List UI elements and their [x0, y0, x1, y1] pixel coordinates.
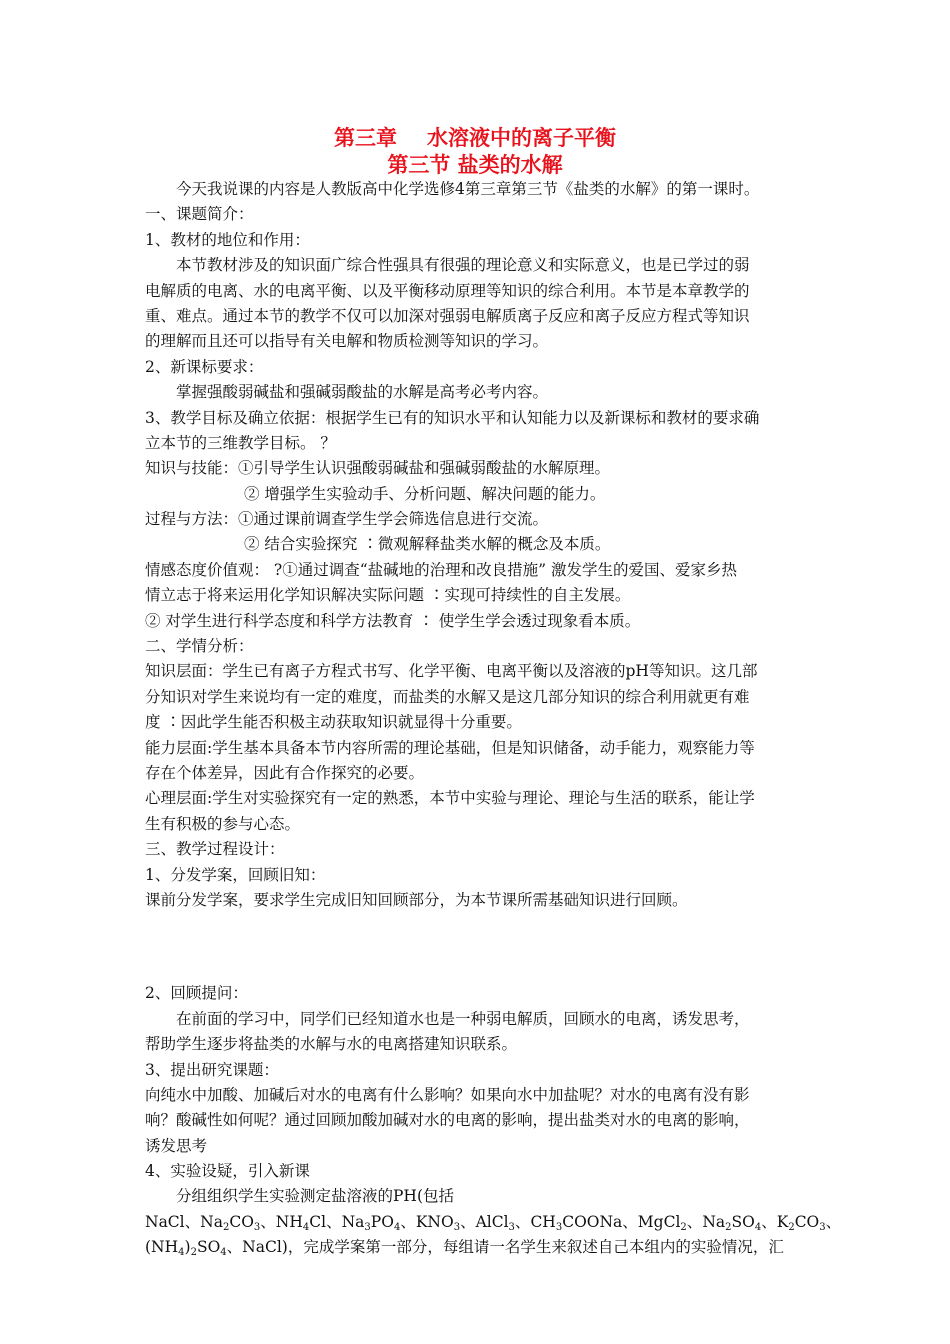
subheading-line: 2、回顾提问： [145, 984, 248, 1003]
paragraph-line: 能力层面:学生基本具备本节内容所需的理论基础，但是知识储备，动手能力，观察能力等 [145, 738, 755, 757]
subheading-line: 4、实验设疑，引入新课 [145, 1162, 310, 1181]
paragraph-line: ② 增强学生实验动手、分析问题、解决问题的能力。 [244, 484, 606, 503]
formula-nh4-2so4: $(NH_4)_2SO_4$ [145, 1238, 227, 1259]
paragraph-line: 知识与技能：①引导学生认识强酸弱碱盐和强碱弱酸盐的水解原理。 [145, 459, 611, 478]
paragraph-line: 分组组织学生实验测定盐溶液的PH(包括 [176, 1187, 454, 1206]
subheading-line: 1、分发学案，回顾旧知： [145, 865, 326, 884]
formula-alcl3: AlCl$_3$ [475, 1212, 515, 1233]
subheading-line: 3、提出研究课题： [145, 1060, 279, 1079]
paragraph-line: 课前分发学案，要求学生完成旧知回顾部分，为本节课所需基础知识进行回顾。 [145, 890, 688, 909]
paragraph-line: 存在个体差异，因此有合作探究的必要。 [145, 763, 425, 782]
paragraph-line: 今天我说课的内容是人教版高中化学选修4第三章第三节《盐类的水解》的第一课时。 [176, 180, 760, 198]
paragraph-line: ② 结合实验探究 ∶微观解释盐类水解的概念及本质。 [244, 535, 611, 554]
separator: 、 [184, 1212, 201, 1231]
separator: 、 [761, 1212, 777, 1231]
separator: 、 [686, 1212, 703, 1231]
formula-kno3: $KNO_3$ [415, 1212, 461, 1233]
separator: 、 [460, 1212, 476, 1231]
section-heading-line: 三、教学过程设计： [145, 840, 285, 859]
paragraph-line: 电解质的电离、水的电离平衡、以及平衡移动原理等知识的综合利用。本节是本章教学的 [145, 281, 750, 300]
chapter-heading [0, 122, 950, 152]
paragraph-line: 度 ∶因此学生能否积极主动获取知识就显得十分重要。 [145, 713, 522, 732]
paragraph-line: 在前面的学习中，同学们已经知道水也是一种弱电解质，回顾水的电离，诱发思考， [176, 1009, 750, 1028]
paragraph-line: 向纯水中加酸、加碱后对水的电离有什么影响？如果向水中加盐呢？对水的电离有没有影 [145, 1085, 750, 1104]
paragraph-line: 掌握强酸弱碱盐和强碱弱酸盐的水解是高考必考内容。 [176, 383, 549, 402]
paragraph-line: ② 对学生进行科学态度和科学方法教育 ∶ 使学生学会透过现象看本质。 [145, 611, 641, 630]
formula-line [145, 1210, 842, 1235]
formula-na2so4: $Na_2SO_4$ [702, 1212, 762, 1233]
separator: 、 [260, 1212, 276, 1231]
paragraph-line: 过程与方法：①通过课前调查学生学会筛选信息进行交流。 [145, 510, 549, 529]
paragraph-line: 响？酸碱性如何呢？通过回顾加酸加碱对水的电离的影响，提出盐类对水的电离的影响， [145, 1111, 750, 1130]
formula-nh4cl: $NH_4Cl$ [275, 1212, 327, 1233]
formula-ch3coona: $CH_3COONa$ [530, 1212, 623, 1233]
paragraph-line: 本节教材涉及的知识面广综合性强具有很强的理论意义和实际意义，也是已学过的弱 [176, 256, 750, 275]
paragraph-line: 立本节的三维教学目标。 ？ [145, 433, 336, 452]
subheading-line: 1、教材的地位和作用： [145, 230, 310, 249]
section-heading-line: 一、课题简介： [145, 205, 254, 224]
paragraph-line: 分知识对学生来说均有一定的难度，而盐类的水解又是这几部分知识的综合利用就更有难 [145, 687, 750, 706]
paragraph-line: 知识层面：学生已有离子方程式书写、化学平衡、电离平衡以及溶液的pH等知识。这几部 [145, 662, 758, 681]
separator: 、 [326, 1212, 342, 1231]
formula-na3po4: $Na_3PO_4$ [341, 1212, 401, 1233]
paragraph-line: 的理解而且还可以指导有关电解和物质检测等知识的学习。 [145, 332, 549, 351]
section-heading-line: 二、学情分析： [145, 637, 254, 656]
separator: 、 [514, 1212, 531, 1231]
blank-space [145, 913, 810, 981]
paragraph-line: 3、教学目标及确立依据：根据学生已有的知识水平和认知能力以及新课标和教材的要求确 [145, 408, 760, 427]
formula-nacl: NaCl [145, 1212, 185, 1231]
chapter-number: 第三章 [334, 126, 397, 150]
paragraph-line: 情感态度价值观： ?①通过调查“盐碱地的治理和改良措施” 激发学生的爱国、爱家乡热 [145, 560, 738, 579]
paragraph-line: 心理层面:学生对实验探究有一定的熟悉，本节中实验与理论、理论与生活的联系，能让学 [145, 789, 755, 808]
document-body [145, 177, 842, 1261]
paragraph-line: 生有积极的参与心态。 [145, 814, 301, 833]
formula-na2co3: $Na_2CO_3$ [200, 1212, 261, 1233]
separator: 、 [825, 1212, 842, 1231]
formula-mgcl2: MgCl$_2$ [637, 1212, 687, 1233]
chapter-title: 水溶液中的离子平衡 [427, 126, 616, 150]
formula-k2co3: $K_2CO_3$ [776, 1212, 826, 1233]
formula-nacl: NaCl [242, 1238, 282, 1257]
separator: 、 [226, 1238, 243, 1257]
paragraph-line: 重、难点。通过本节的教学不仅可以加深对强弱电解质离子反应和离子反应方程式等知识 [145, 306, 750, 325]
subheading-line: 2、新课标要求： [145, 357, 264, 376]
paragraph-line: 诱发思考 [145, 1136, 208, 1155]
paragraph-line: 帮助学生逐步将盐类的水解与水的电离搭建知识联系。 [145, 1035, 518, 1054]
section-heading: 第三节 盐类的水解 [387, 153, 563, 177]
separator: 、 [622, 1212, 638, 1231]
paragraph-line: 情立志于将来运用化学知识解决实际问题 ∶实现可持续性的自主发展。 [145, 586, 631, 605]
separator: 、 [400, 1212, 416, 1231]
formula-line [145, 1235, 810, 1260]
formula-tail-text: )，完成学案第一部分，每组请一名学生来叙述自己本组内的实验情况，汇 [281, 1238, 784, 1257]
